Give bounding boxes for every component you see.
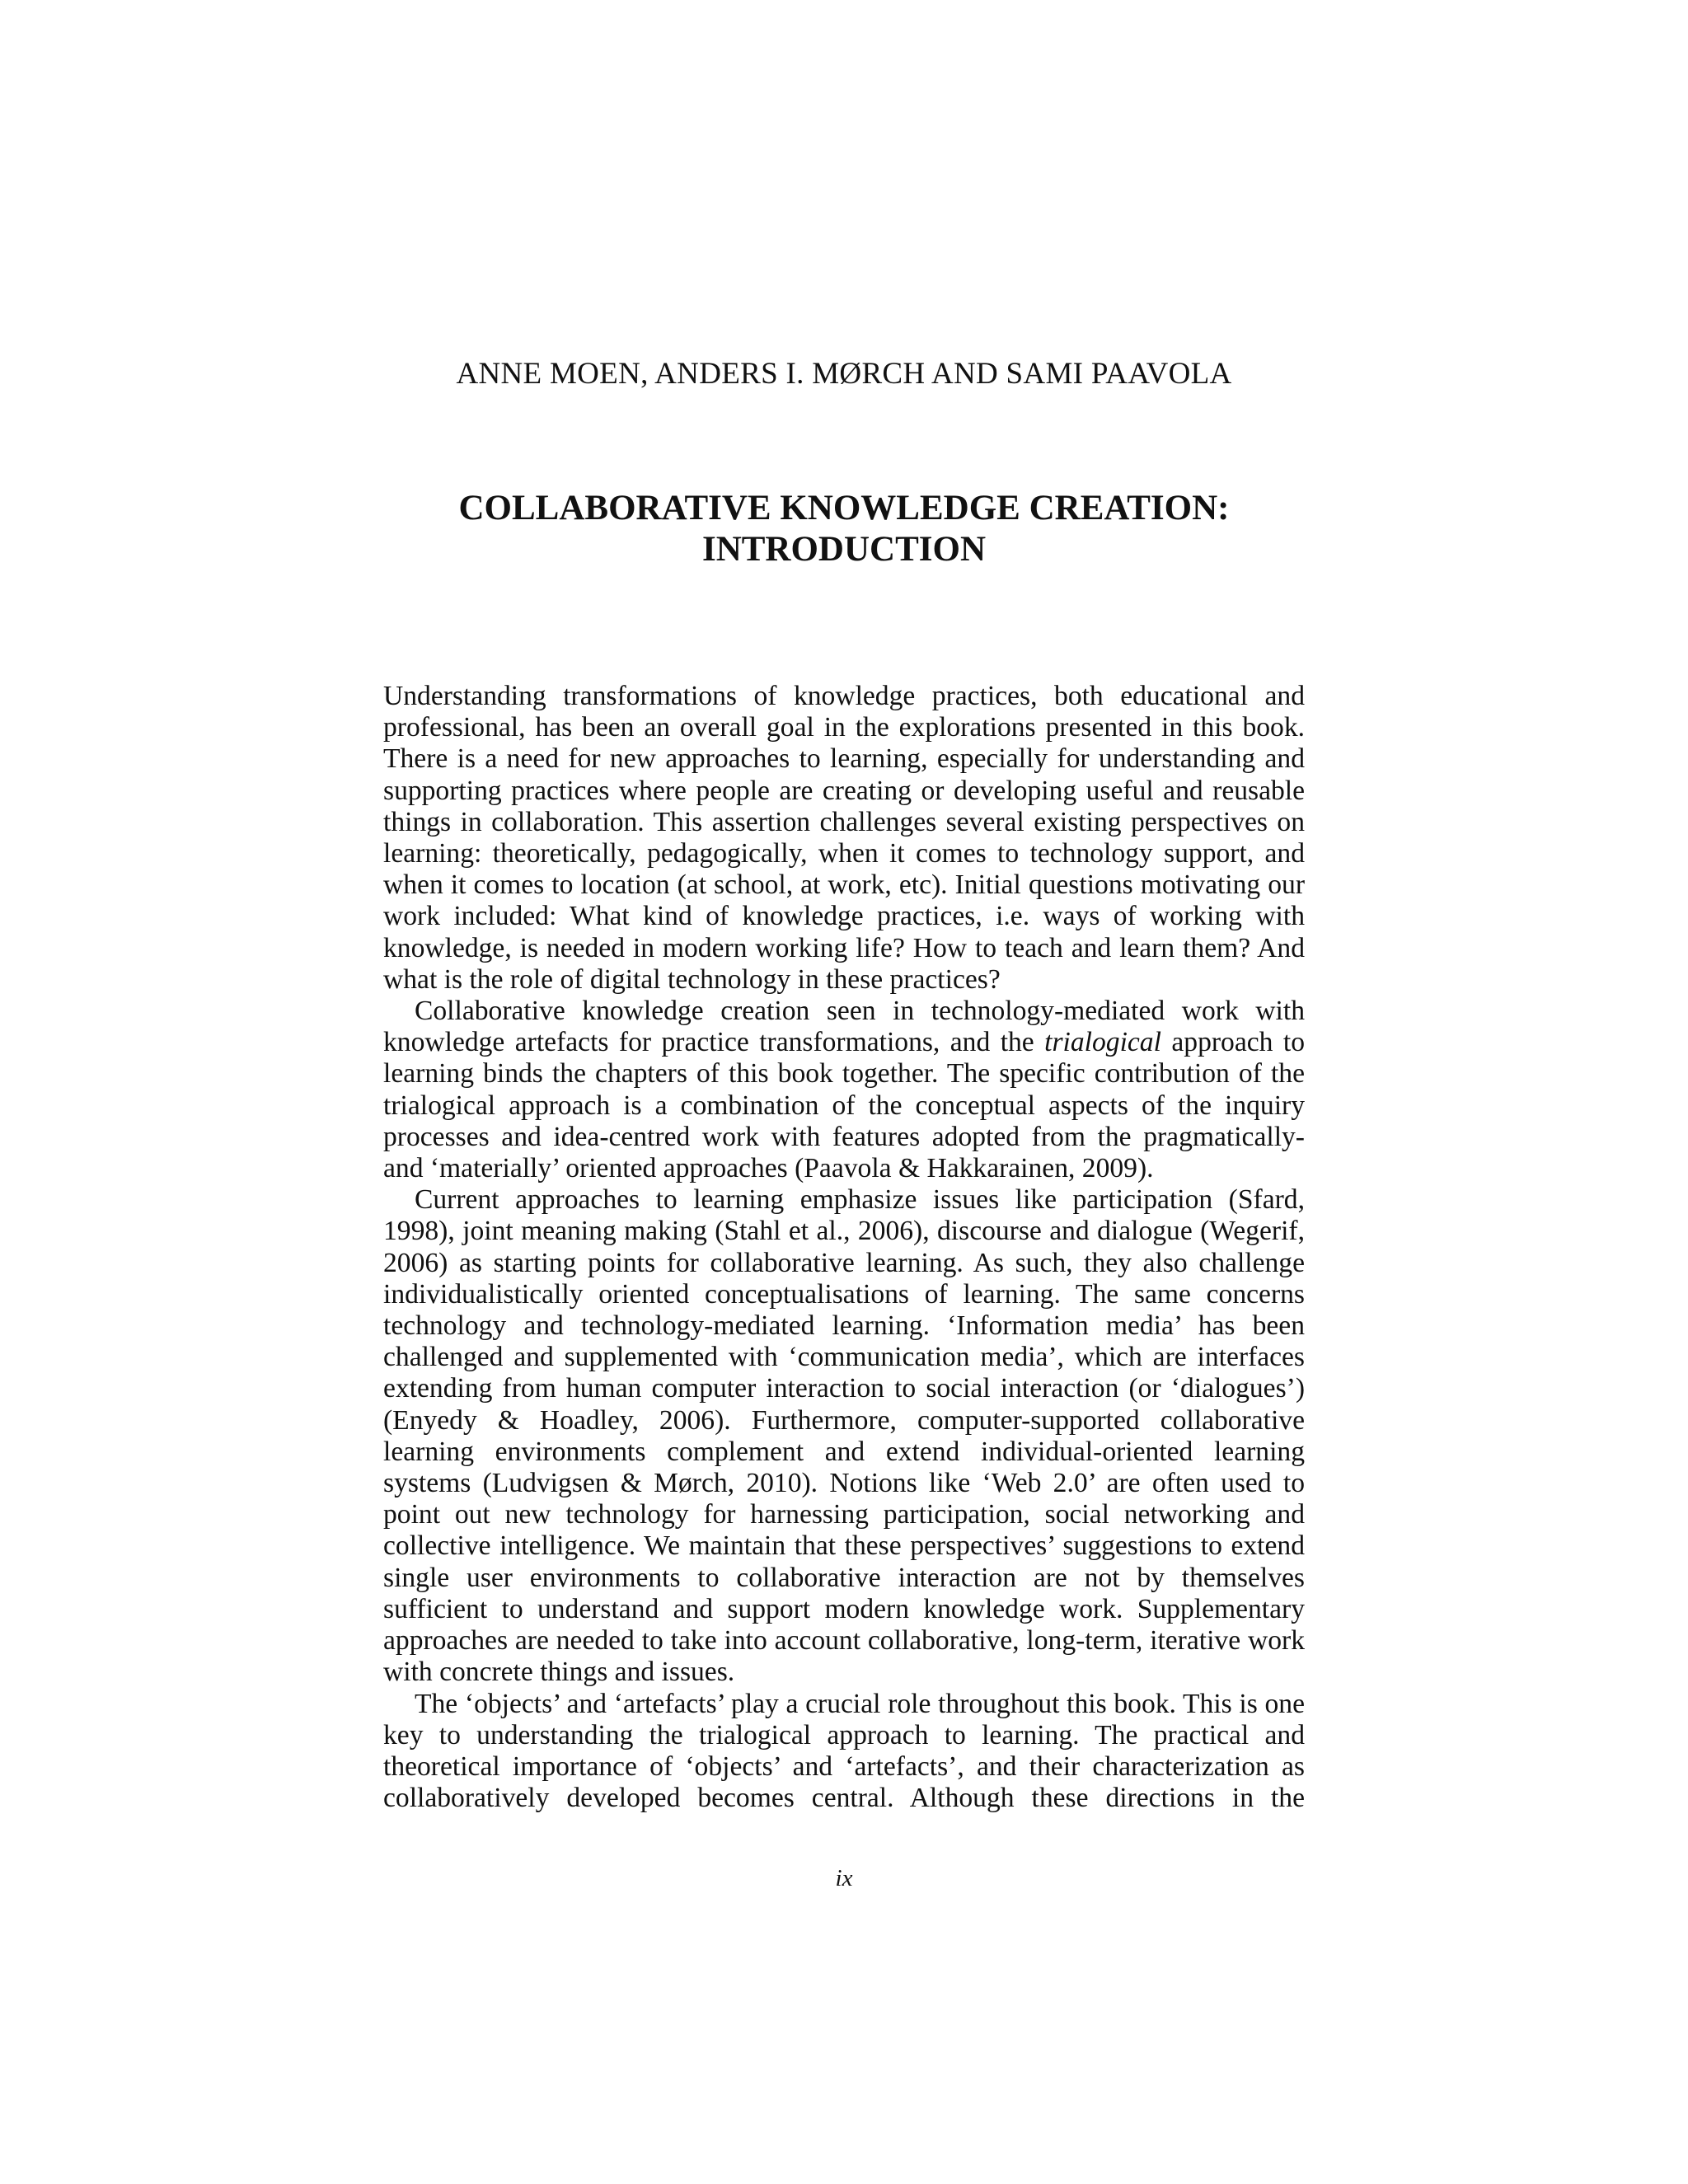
chapter-title bbox=[0, 488, 1688, 570]
paragraph-2-emphasis: trialogical bbox=[1044, 1027, 1161, 1058]
page-number: ix bbox=[835, 1865, 853, 1891]
paragraph-2-text-after: approach to learning binds the chapters of this book together. The specific contribution of the trialogical approach is a combination of the conceptual aspects of the inquiry processes and idea-centred work with features adopted from the pragmatically- and ‘materially’ oriented approaches (Paavola & Hakkarainen, 2009). bbox=[383, 1027, 1305, 1184]
paragraph-1: Understanding transformations of knowledge practices, both educational and professional, has been an overall goal in the explorations presented in this book. There is a need for new approaches to learning, especially for understanding and supporting practices where people are creating or developing useful and reusable things in collaboration. This assertion challenges several existing perspectives on learning: theoretically, pedagogically, when it comes to technology support, and when it comes to location (at school, at work, etc). Initial questions motivating our work included: What kind of knowledge practices, i.e. ways of working with knowledge, is needed in modern working life? How to teach and learn them? And what is the role of digital technology in these practices? bbox=[383, 681, 1305, 995]
body-text bbox=[383, 681, 1305, 1814]
paragraph-2 bbox=[383, 996, 1305, 1184]
chapter-authors: ANNE MOEN, ANDERS I. MØRCH AND SAMI PAAVOLA bbox=[456, 357, 1232, 391]
chapter-title-line-1: COLLABORATIVE KNOWLEDGE CREATION: bbox=[458, 489, 1230, 527]
paragraph-4: The ‘objects’ and ‘artefacts’ play a crucial role throughout this book. This is one key to understanding the trialogical approach to learning. The practical and theoretical importance of ‘objects’ and ‘artefacts’, and their characterization as collaboratively developed becomes central. Although these directions in the bbox=[383, 1688, 1305, 1814]
paragraph-2-text-before: Collaborative knowledge creation seen in technology-mediated work with knowledge artefacts for practice transformations, and the bbox=[383, 996, 1305, 1058]
chapter-title-line-2: INTRODUCTION bbox=[701, 530, 987, 569]
paragraph-3: Current approaches to learning emphasize issues like participation (Sfard, 1998), joint meaning making (Stahl et al., 2006), discourse and dialogue (Wegerif, 2006) as starting points for collaborative learning. As such, they also challenge individualistically oriented conceptualisations of learning. The same concerns technology and technology-mediated learning. ‘Information media’ has been challenged and supplemented with ‘communication media’, which are interfaces extending from human computer interaction to social interaction (or ‘dialogues’) (Enyedy & Hoadley, 2006). Furthermore, computer-supported collaborative learning environments complement and extend individual-oriented learning systems (Ludvigsen & Mørch, 2010). Notions like ‘Web 2.0’ are often used to point out new technology for harnessing participation, social networking and collective intelligence. We maintain that these perspectives’ suggestions to extend single user environments to collaborative interaction are not by themselves sufficient to understand and support modern knowledge work. Supplementary approaches are needed to take into account collaborative, long-term, iterative work with concrete things and issues. bbox=[383, 1184, 1305, 1688]
